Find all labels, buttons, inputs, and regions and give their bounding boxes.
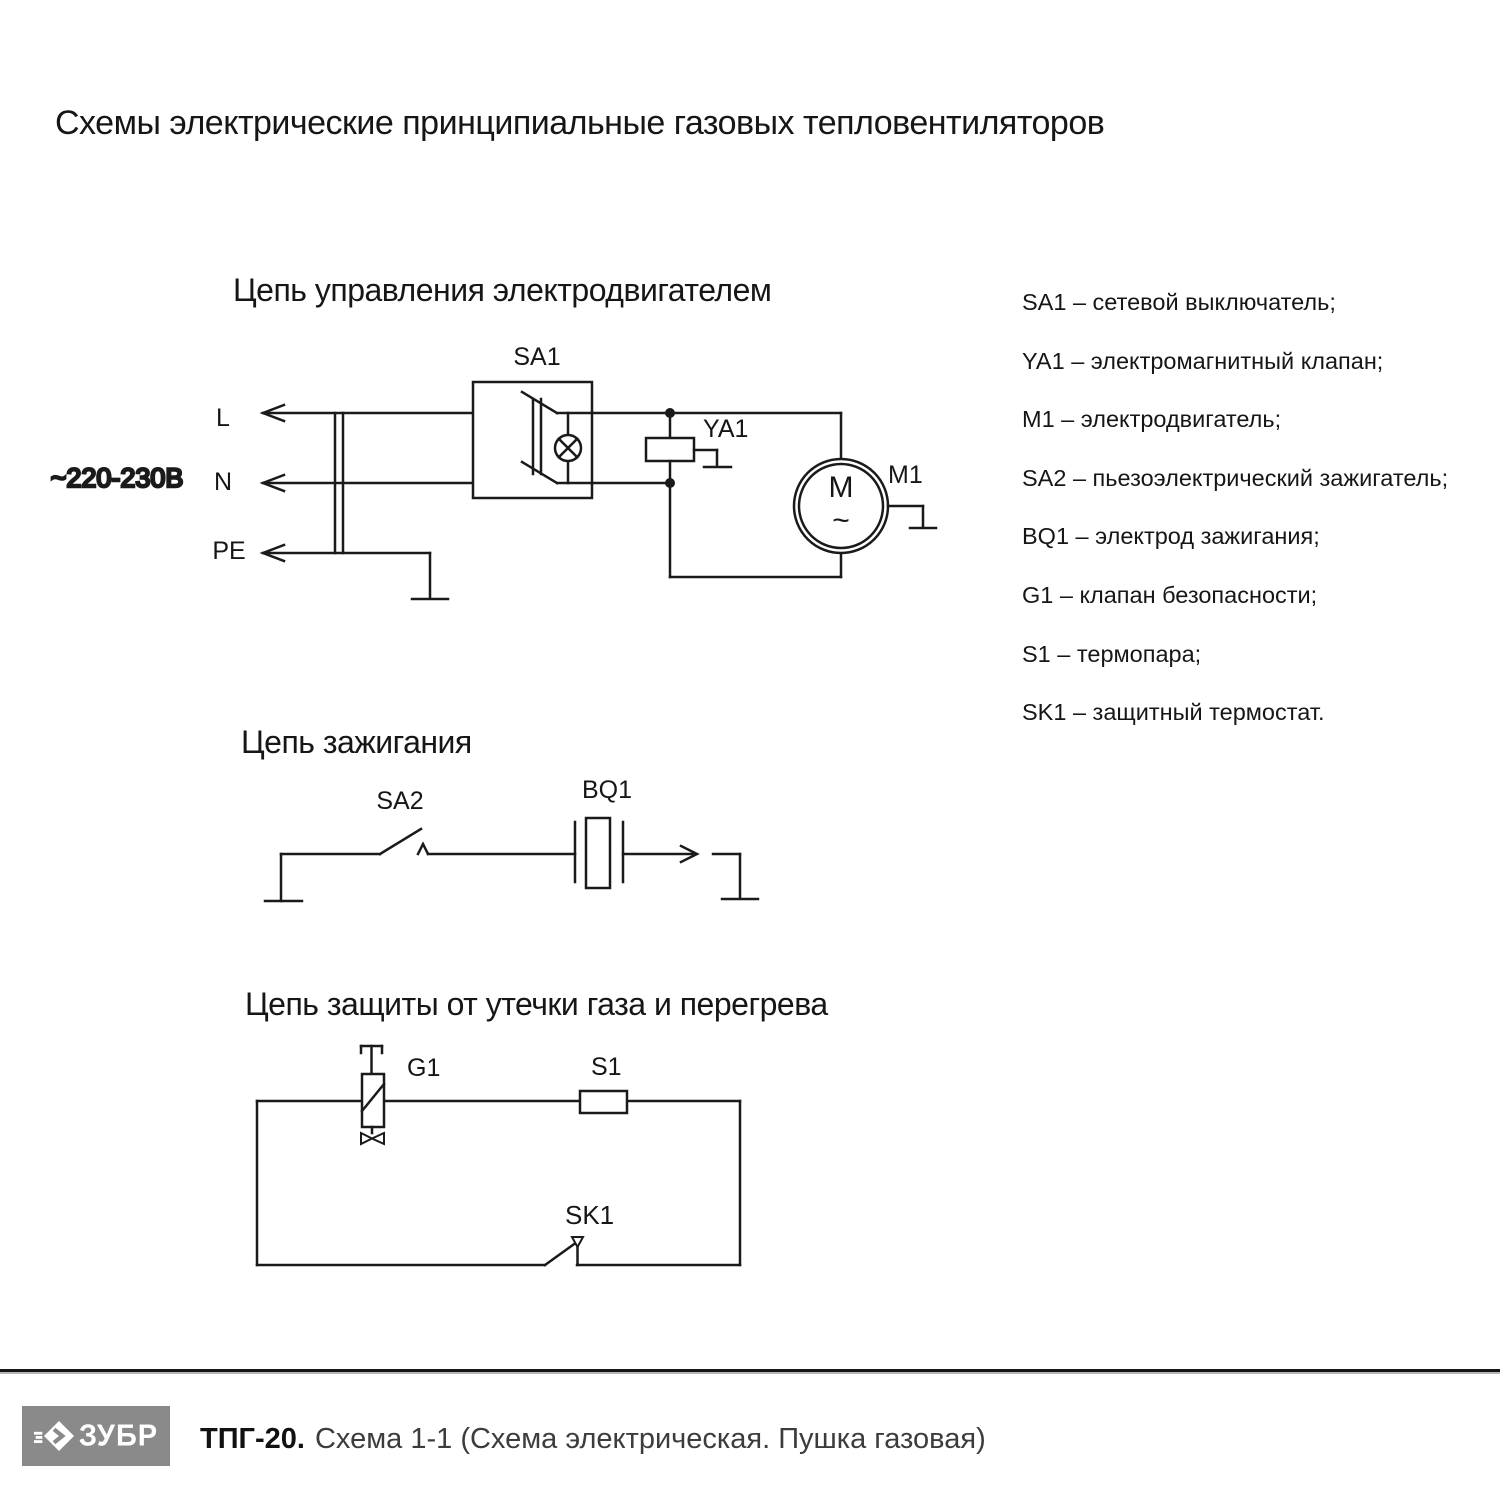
legend-item-bq1: BQ1 – электрод зажигания; [1022, 523, 1320, 550]
m1-label: M1 [888, 461, 923, 489]
sk1-label: SK1 [565, 1200, 615, 1230]
sa2-label: SA2 [376, 787, 424, 815]
legend-item-sa2: SA2 – пьезоэлектрический зажигатель; [1022, 464, 1449, 491]
sa2-contact [418, 844, 428, 854]
legend-item-ya1: YA1 – электромагнитный клапан; [1022, 347, 1384, 374]
line-label-pe: PE [212, 537, 246, 565]
ya1-valve-coil [646, 438, 694, 461]
model-number: ТПГ-20. [200, 1423, 305, 1455]
ya1-label: YA1 [703, 415, 749, 443]
circuit1-schematic [51, 343, 936, 599]
circuit2-schematic [265, 776, 758, 901]
sa2-blade [380, 829, 421, 854]
voltage-label: ~220-230В [50, 463, 184, 493]
line-label-l: L [216, 404, 230, 432]
legend-item-s1: S1 – термопара; [1022, 640, 1202, 667]
bq1-label: BQ1 [581, 776, 633, 804]
circuit3-title: Цепь защиты от утечки газа и перегрева [245, 986, 828, 1022]
g1-valve-body [362, 1074, 384, 1127]
circuit2-title: Цепь зажигания [241, 724, 472, 760]
circuit3-schematic [257, 1046, 740, 1265]
page-title: Схемы электрические принципиальные газовых тепловентиляторов [55, 104, 1105, 142]
brand-logo [22, 1406, 170, 1466]
caption-text: Схема 1-1 (Схема электрическая. Пушка газовая) [314, 1423, 986, 1455]
line-label-n: N [213, 468, 233, 496]
footer-caption [200, 1423, 986, 1456]
sa1-label: SA1 [513, 343, 561, 371]
zubr-bison-icon [34, 1417, 74, 1455]
bq1-crystal [586, 818, 610, 888]
motor-letter: M [828, 471, 854, 504]
legend-item-m1: M1 – электродвигатель; [1022, 406, 1282, 433]
legend-item-sk1: SK1 – защитный термостат. [1022, 699, 1325, 726]
motor-wave: ~ [832, 504, 850, 537]
g1-valve-icon [372, 1133, 384, 1144]
legend-item-sa1: SA1 – сетевой выключатель; [1022, 289, 1336, 315]
legend [1022, 290, 1492, 759]
g1-label: G1 [407, 1054, 441, 1082]
s1-label: S1 [591, 1053, 622, 1081]
legend-item-g1: G1 – клапан безопасности; [1022, 581, 1318, 608]
s1-thermocouple [580, 1091, 627, 1113]
sk1-blade [545, 1242, 577, 1265]
circuit1-title: Цепь управления электродвигателем [233, 272, 772, 308]
footer-divider [0, 1369, 1500, 1374]
brand-name: ЗУБР [78, 1418, 159, 1453]
